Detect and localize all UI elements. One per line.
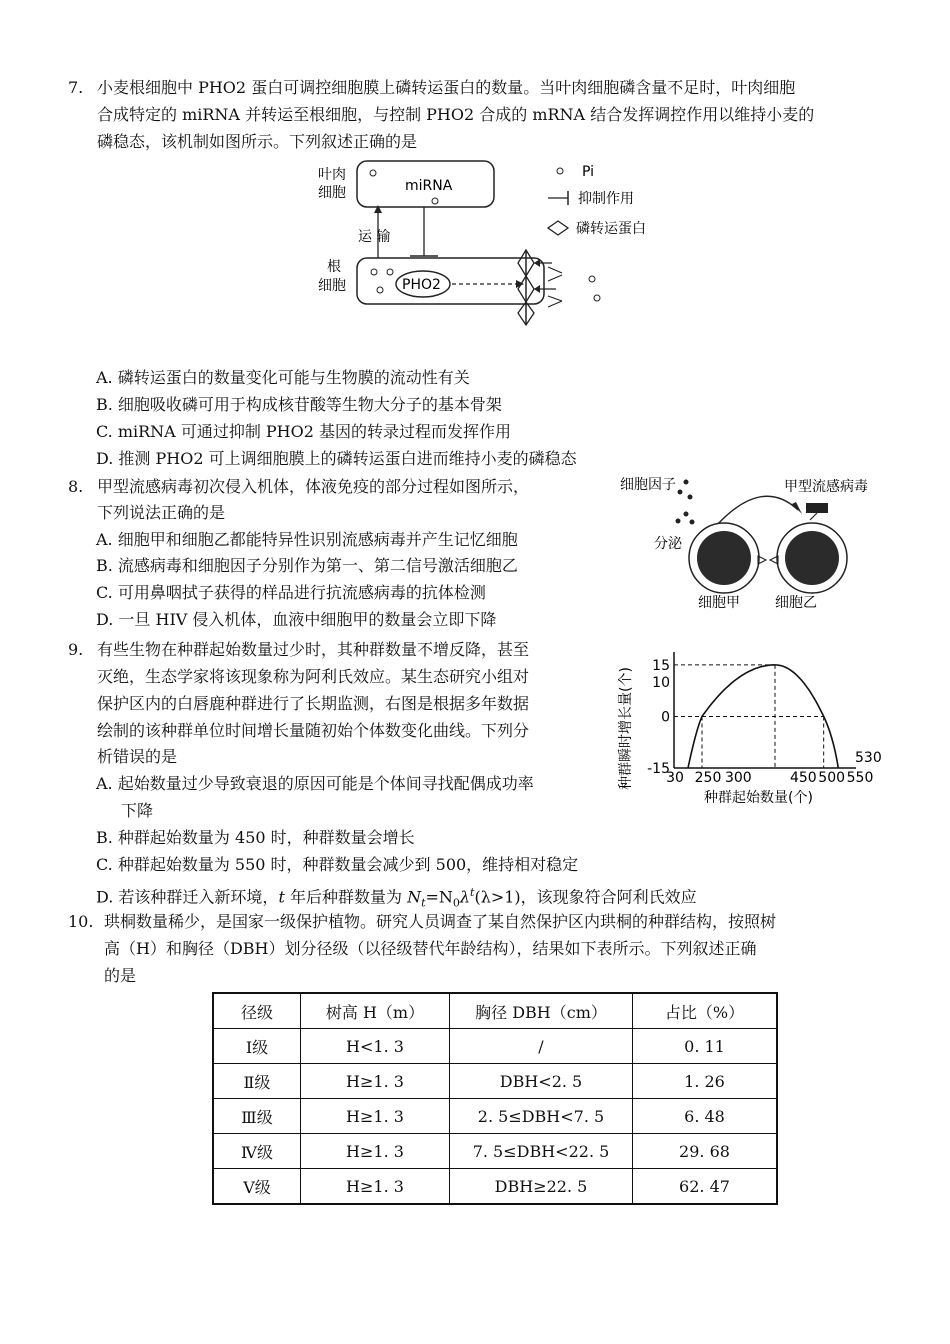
q7-line-3: 磷稳态，该机制如图所示。下列叙述正确的是 <box>97 132 418 151</box>
q9-option-d-mid: 年后种群数量为 <box>284 887 408 907</box>
x-tick-label: 500 <box>818 770 846 786</box>
pho2-label: PHO2 <box>402 277 441 293</box>
cell-a-label: 细胞甲 <box>698 595 740 611</box>
header-cell: 胸径 DBH（cm） <box>450 993 633 1029</box>
y-axis-label: 种群瞬时增长量(个) <box>618 667 634 790</box>
legend-inhibit: 抑制作用 <box>578 191 634 207</box>
q9-option-a-cont: 下降 <box>121 801 154 820</box>
q10-number: 10. <box>68 912 94 931</box>
cytokine-label: 细胞因子 <box>620 477 676 493</box>
header-cell: 径级 <box>213 993 301 1029</box>
table-cell: 0. 11 <box>633 1029 778 1064</box>
q7-option-c: C. miRNA 可通过抑制 PHO2 基因的转录过程而发挥作用 <box>96 422 512 441</box>
mirna-label: miRNA <box>405 178 453 194</box>
table-cell: 2. 5≤DBH<7. 5 <box>450 1099 633 1134</box>
q7-number: 7. <box>68 78 84 97</box>
q9-line-2: 灭绝，生态学家将该现象称为阿利氏效应。某生态研究小组对 <box>97 667 530 686</box>
q9-option-d-t: t <box>278 887 285 907</box>
q9-formula-sub-t: t <box>421 896 426 910</box>
leaf-cell-label-2: 细胞 <box>318 185 346 201</box>
table-cell: DBH<2. 5 <box>450 1064 633 1099</box>
q8-option-d: D. 一旦 HIV 侵入机体，血液中细胞甲的数量会立即下降 <box>96 610 497 629</box>
legend-pi: Pi <box>582 164 595 180</box>
table-cell: 62. 47 <box>633 1169 778 1205</box>
q8-option-b: B. 流感病毒和细胞因子分别作为第一、第二信号激活细胞乙 <box>96 556 518 575</box>
table-row <box>213 1099 777 1134</box>
q7-line-2: 合成特定的 miRNA 并转运至根细胞，与控制 PHO2 合成的 mRNA 结合发挥调控作用以维持小麦的 <box>97 105 815 124</box>
q9-option-b: B. 种群起始数量为 450 时，种群数量会增长 <box>96 828 415 847</box>
table-row <box>213 1064 777 1099</box>
q9-option-d-prefix: D. 若该种群迁入新环境， <box>96 887 279 907</box>
table-cell: Ⅲ级 <box>213 1099 301 1134</box>
table-cell: DBH≥22. 5 <box>450 1169 633 1205</box>
y-tick-label: 0 <box>661 709 670 726</box>
header-cell: 占比（%） <box>633 993 778 1029</box>
table-cell: 6. 48 <box>633 1099 778 1134</box>
q8-diagram <box>612 470 902 620</box>
table-cell: 1. 26 <box>633 1064 778 1099</box>
table-cell: / <box>450 1029 633 1064</box>
cell-b-label: 细胞乙 <box>775 595 817 611</box>
y-tick-label: 10 <box>652 675 670 692</box>
table-row <box>213 1169 777 1205</box>
table-row <box>213 1134 777 1169</box>
q9-formula-cond: (λ>1) <box>474 887 521 907</box>
q10-line-1: 珙桐数量稀少，是国家一级保护植物。研究人员调查了某自然保护区内珙桐的种群结构，按照树 <box>104 912 777 931</box>
q9-option-d-rest: ，该现象符合阿利氏效应 <box>520 887 697 907</box>
q7-option-b: B. 细胞吸收磷可用于构成核苷酸等生物大分子的基本骨架 <box>96 395 502 414</box>
q10-line-2: 高（H）和胸径（DBH）划分径级（以径级替代年龄结构），结果如下表所示。下列叙述正确 <box>104 939 757 958</box>
q9-option-c: C. 种群起始数量为 550 时，种群数量会减少到 500，维持相对稳定 <box>96 855 579 874</box>
q9-line-5: 析错误的是 <box>97 747 178 766</box>
q9-line-1: 有些生物在种群起始数量过少时，其种群数量不增反降，甚至 <box>97 640 530 659</box>
table-header-row <box>213 993 777 1029</box>
q8-option-c: C. 可用鼻咽拭子获得的样品进行抗流感病毒的抗体检测 <box>96 583 486 602</box>
table-cell: H<1. 3 <box>301 1029 450 1064</box>
header-cell: 树高 H（m） <box>301 993 450 1029</box>
virus-label: 甲型流感病毒 <box>784 479 868 495</box>
x-tick-labels <box>666 770 873 786</box>
y-tick-label: -15 <box>647 761 670 777</box>
x-tick-label: 550 <box>846 770 874 786</box>
q9-number: 9. <box>68 640 84 659</box>
secrete-label: 分泌 <box>654 536 682 552</box>
q8-line-1: 甲型流感病毒初次侵入机体，体液免疫的部分过程如图所示， <box>97 477 530 496</box>
root-cell-label-1: 根 <box>327 259 341 275</box>
q9-formula-sup-t: t <box>470 886 475 899</box>
chart-axes <box>674 652 856 768</box>
table-cell: 29. 68 <box>633 1134 778 1169</box>
root-cell-label-2: 细胞 <box>318 278 346 294</box>
q7-line-1: 小麦根细胞中 PHO2 蛋白可调控细胞膜上磷转运蛋白的数量。当叶肉细胞磷含量不足时，叶肉细胞 <box>97 78 796 97</box>
y-tick-label: 15 <box>652 657 670 674</box>
q7-option-a: A. 磷转运蛋白的数量变化可能与生物膜的流动性有关 <box>96 368 470 387</box>
q9-option-a: A. 起始数量过少导致衰退的原因可能是个体间寻找配偶成功率 <box>96 774 534 793</box>
q10-table <box>212 992 778 1205</box>
x-tick-label: 450 <box>789 770 817 786</box>
q7-option-d: D. 推测 PHO2 可上调细胞膜上的磷转运蛋白进而维持小麦的磷稳态 <box>96 449 577 468</box>
q8-number: 8. <box>68 477 84 496</box>
table-cell: Ⅱ级 <box>213 1064 301 1099</box>
q9-formula-lambda: λ <box>459 887 471 907</box>
legend-transporter: 磷转运蛋白 <box>576 221 646 237</box>
table-cell: Ⅴ级 <box>213 1169 301 1205</box>
q9-formula-n: N <box>407 887 422 907</box>
table-cell: 7. 5≤DBH<22. 5 <box>450 1134 633 1169</box>
q9-line-4: 绘制的该种群单位时间增长量随初始个体数变化曲线。下列分 <box>97 721 530 740</box>
q9-option-d: D. 若该种群迁入新环境，t 年后种群数量为 $N_t=N_0\lambda^t(\lambda>1)$，该现象符合阿利氏效应 <box>96 886 697 910</box>
y-tick-labels <box>647 658 670 777</box>
x-axis-label: 种群起始数量(个) <box>704 790 813 806</box>
transport-label: 运 输 <box>358 229 391 245</box>
leaf-cell-label-1: 叶肉 <box>318 167 346 183</box>
table-cell: Ⅰ级 <box>213 1029 301 1064</box>
q9-chart <box>612 640 902 810</box>
table-cell: H≥1. 3 <box>301 1064 450 1099</box>
x-tick-label: 30 <box>666 770 684 786</box>
table-cell: Ⅳ级 <box>213 1134 301 1169</box>
x-tick-label: 300 <box>724 770 752 786</box>
q10-line-3: 的是 <box>104 966 137 985</box>
x-tick-label: 250 <box>694 770 722 786</box>
table-cell: H≥1. 3 <box>301 1169 450 1205</box>
q9-line-3: 保护区内的白唇鹿种群进行了长期监测，右图是根据多年数据 <box>97 694 530 713</box>
q7-diagram <box>300 155 680 335</box>
table-cell: H≥1. 3 <box>301 1099 450 1134</box>
q8-line-2: 下列说法正确的是 <box>97 503 226 522</box>
q8-option-a: A. 细胞甲和细胞乙都能特异性识别流感病毒并产生记忆细胞 <box>96 530 518 549</box>
table-cell: H≥1. 3 <box>301 1134 450 1169</box>
annotation-530: 530 <box>855 750 882 766</box>
table-row <box>213 1029 777 1064</box>
q9-formula-body: =N <box>425 887 453 907</box>
